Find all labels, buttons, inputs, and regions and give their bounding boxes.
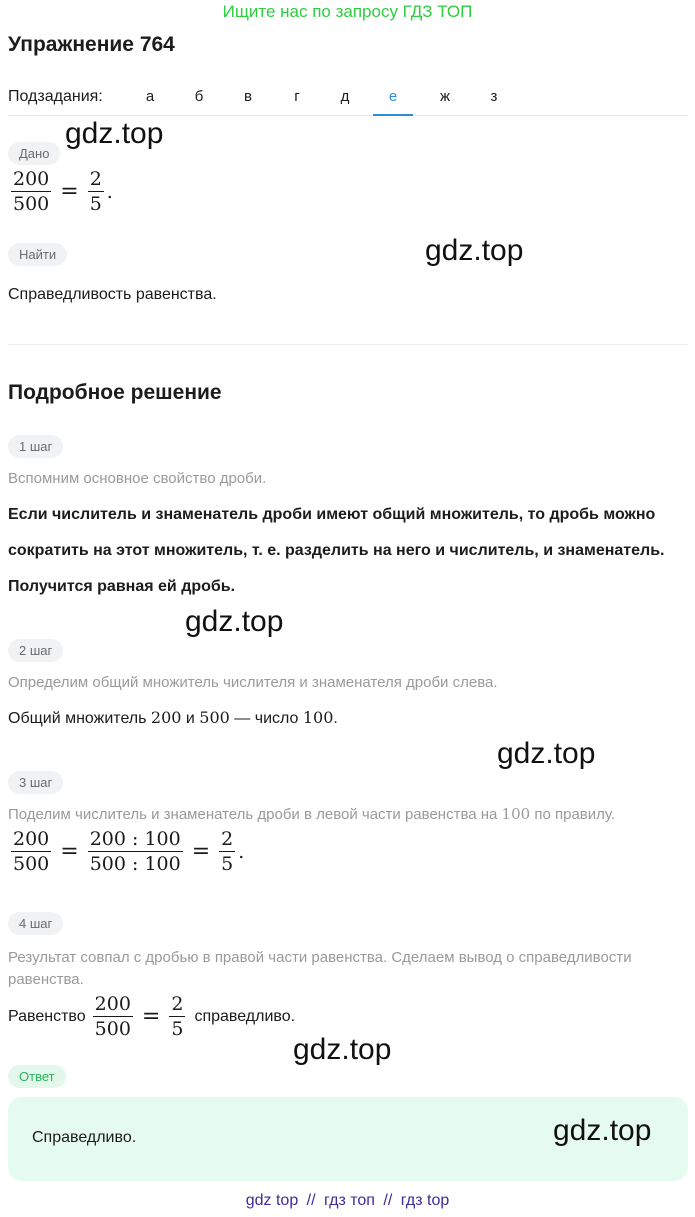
tab-subtask-a[interactable]: а (145, 88, 155, 105)
subtasks-label: Подзадания: (8, 88, 103, 105)
text-segment: Поделим числитель и знаменатель дроби в левой части равенства на (8, 806, 502, 823)
find-text: Справедливость равенства. (8, 286, 217, 303)
numerator: 2 (171, 993, 184, 1015)
fraction (219, 828, 235, 875)
tab-subtask-g[interactable]: г (294, 88, 300, 105)
fraction (11, 828, 51, 875)
equals-sign: = (191, 839, 211, 864)
denominator: 500 : 100 (89, 853, 181, 875)
tab-subtask-v[interactable]: в (244, 88, 252, 105)
period: . (238, 840, 245, 863)
footer-link-gdz-top[interactable]: gdz top (245, 1192, 299, 1209)
numerator: 200 : 100 (89, 828, 181, 850)
watermark: gdz.top (65, 117, 164, 150)
given-chip: Дано (8, 142, 60, 165)
watermark: gdz.top (553, 1114, 652, 1147)
footer-separator: // (383, 1192, 393, 1209)
text-segment: . (333, 710, 338, 727)
footer-separator: // (306, 1192, 316, 1209)
numerator: 200 (13, 168, 50, 190)
equals-sign: = (60, 179, 79, 204)
equals-sign: = (141, 1004, 161, 1029)
answer-chip: Ответ (8, 1065, 66, 1088)
numerator: 200 (13, 828, 50, 850)
tab-subtask-e[interactable]: е (373, 88, 413, 116)
step-2-hint: Определим общий множитель числителя и знаменателя дроби слева. (8, 674, 498, 691)
tab-subtask-b[interactable]: б (194, 88, 204, 105)
denominator: 5 (221, 853, 234, 875)
text-segment: — число (229, 710, 303, 727)
given-equation (8, 168, 113, 215)
number-100: 100 (302, 708, 334, 727)
footer-links (0, 1192, 695, 1210)
tab-subtask-zh[interactable]: ж (439, 88, 451, 105)
page-title: Упражнение 764 (8, 33, 175, 56)
footer-link-gdz-top-ru[interactable]: гдз топ (324, 1192, 375, 1209)
step-3-equation (8, 828, 244, 875)
step-3-hint (8, 805, 615, 823)
denominator: 5 (171, 1018, 184, 1040)
text-segment: и (181, 710, 200, 727)
fraction (88, 168, 104, 215)
step-2-chip: 2 шаг (8, 639, 63, 662)
watermark: gdz.top (185, 605, 284, 638)
text-segment: Равенство (8, 1007, 86, 1025)
step-4-hint: Результат совпал с дробью в правой части равенства. Сделаем вывод о справедливости равенства. (8, 949, 632, 988)
solution-title: Подробное решение (8, 381, 222, 404)
step-1-chip: 1 шаг (8, 435, 63, 458)
fraction (169, 993, 185, 1040)
answer-text: Справедливо. (32, 1129, 137, 1146)
tab-subtask-d[interactable]: д (340, 88, 350, 105)
promo-banner: Ищите нас по запросу ГДЗ ТОП (222, 2, 473, 21)
step-1-hint: Вспомним основное свойство дроби. (8, 470, 267, 487)
step-4-chip: 4 шаг (8, 912, 63, 935)
numerator: 2 (89, 168, 102, 190)
tab-subtask-z[interactable]: з (490, 88, 498, 105)
denominator: 500 (13, 193, 50, 215)
footer-link-gdz-top-mixed[interactable]: гдз top (400, 1192, 450, 1209)
find-chip: Найти (8, 243, 67, 266)
step-2-text (8, 708, 338, 728)
denominator: 500 (13, 853, 50, 875)
fraction (11, 168, 51, 215)
period: . (106, 180, 113, 203)
watermark: gdz.top (497, 737, 596, 770)
text-segment: по правилу. (530, 806, 616, 823)
equals-sign: = (60, 839, 79, 864)
number-500: 500 (199, 708, 230, 727)
denominator: 5 (89, 193, 102, 215)
denominator: 500 (94, 1018, 131, 1040)
subtask-tabs (8, 80, 688, 116)
fraction (93, 993, 133, 1040)
fraction (88, 828, 183, 875)
step-1-rule: Если числитель и знаменатель дроби имеют общий множитель, то дробь можно сократить на этот множитель, т. е. разделить на него и числитель, и знаменатель. Получится равная ей дробь. (8, 506, 665, 595)
number-200: 200 (150, 708, 182, 727)
numerator: 2 (221, 828, 234, 850)
numerator: 200 (94, 993, 131, 1015)
watermark: gdz.top (293, 1033, 392, 1066)
step-3-chip: 3 шаг (8, 771, 63, 794)
text-segment: справедливо. (194, 1007, 296, 1025)
section-divider (8, 344, 688, 345)
watermark: gdz.top (425, 234, 524, 267)
number-100: 100 (501, 805, 531, 823)
step-4-conclusion (8, 993, 295, 1040)
text-segment: Общий множитель (8, 710, 151, 727)
